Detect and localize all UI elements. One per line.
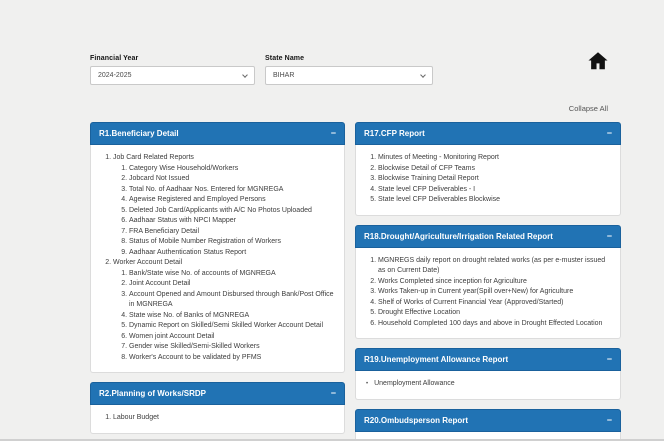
report-link[interactable] xyxy=(378,298,612,309)
panel-title-R2: R2.Planning of Works/SRDP xyxy=(99,389,206,398)
panels-row xyxy=(90,122,621,445)
report-link[interactable] xyxy=(378,153,612,164)
panel-header-R17[interactable] xyxy=(355,122,621,145)
report-list xyxy=(362,153,612,206)
report-link[interactable] xyxy=(129,227,336,238)
report-group xyxy=(113,153,336,258)
financial-year-value: 2024-2025 xyxy=(98,72,132,79)
panel-body-R19 xyxy=(355,371,621,400)
panel-R17 xyxy=(355,122,621,216)
report-label[interactable]: Women joint Account Detail xyxy=(129,332,215,340)
report-link[interactable] xyxy=(129,185,336,196)
report-link[interactable] xyxy=(378,195,612,206)
report-label[interactable]: Aadhaar Status with NPCI Mapper xyxy=(129,217,236,224)
report-label[interactable]: Jobcard Not Issued xyxy=(129,175,190,182)
report-label[interactable]: Blockwise Detail of CFP Teams xyxy=(378,164,475,172)
video-bottom-strip xyxy=(0,439,664,445)
panel-column-left xyxy=(90,122,345,443)
report-link[interactable] xyxy=(129,311,336,322)
panel-title-R18: R18.Drought/Agriculture/Irrigation Related Report xyxy=(364,231,553,241)
collapse-minus-icon[interactable]: − xyxy=(606,230,612,241)
report-label: Worker Account Detail xyxy=(113,259,183,266)
report-list xyxy=(113,164,336,259)
report-label[interactable]: Status of Mobile Number Registration of Workers xyxy=(129,238,281,245)
report-list xyxy=(97,413,336,424)
report-label[interactable]: Blockwise Training Detail Report xyxy=(378,175,479,182)
report-group xyxy=(113,258,336,363)
panel-title-R17: R17.CFP Report xyxy=(364,129,425,138)
report-label[interactable]: Gender wise Skilled/Semi-Skilled Workers xyxy=(129,343,260,350)
report-label[interactable]: State level CFP Deliverables - I xyxy=(378,185,476,193)
collapse-minus-icon[interactable]: − xyxy=(330,128,336,138)
report-link[interactable] xyxy=(129,206,336,217)
panel-title-R1: R1.Beneficiary Detail xyxy=(99,129,179,138)
financial-year-select[interactable] xyxy=(90,66,255,85)
report-label[interactable]: Worker's Account to be validated by PFMS xyxy=(129,353,262,361)
collapse-minus-icon[interactable]: − xyxy=(606,354,612,364)
panel-body-R2 xyxy=(90,405,345,434)
report-list xyxy=(113,269,336,364)
report-label[interactable]: Dynamic Report on Skilled/Semi Skilled Worker Account Detail xyxy=(129,322,324,329)
report-link[interactable] xyxy=(129,237,336,248)
panel-header-R20[interactable] xyxy=(355,409,621,432)
report-link[interactable] xyxy=(378,185,612,196)
panel-R18 xyxy=(355,225,621,340)
report-label[interactable]: Household Completed 100 days and above in Drought Effected Location xyxy=(378,319,603,327)
collapse-minus-icon[interactable]: − xyxy=(606,414,612,425)
report-link[interactable] xyxy=(378,174,612,185)
report-link[interactable] xyxy=(378,287,612,298)
report-label[interactable]: Account Opened and Amount Disbursed through Bank/Post Office in MGNREGA xyxy=(129,290,334,308)
report-label[interactable]: Deleted Job Card/Applicants with A/C No Photos Uploaded xyxy=(129,206,312,214)
panel-header-R1[interactable] xyxy=(90,122,345,145)
collapse-minus-icon[interactable]: − xyxy=(606,128,612,138)
chevron-down-icon xyxy=(242,72,248,78)
report-link[interactable] xyxy=(378,164,612,175)
report-label[interactable]: Joint Account Detail xyxy=(129,280,191,287)
report-label[interactable]: Aadhaar Authentication Status Report xyxy=(129,248,247,256)
report-link[interactable] xyxy=(129,164,336,175)
report-label[interactable]: Works Taken-up in Current year(Spill over+New) for Agriculture xyxy=(378,288,574,295)
panel-R19 xyxy=(355,348,621,400)
report-link[interactable] xyxy=(129,332,336,343)
report-link[interactable] xyxy=(113,413,336,424)
report-label[interactable]: Shelf of Works of Current Financial Year (Approved/Started) xyxy=(378,298,564,306)
report-link[interactable] xyxy=(129,353,336,364)
panel-column-right xyxy=(355,122,621,445)
state-name-select[interactable] xyxy=(265,66,433,85)
report-link[interactable] xyxy=(378,277,612,288)
report-label[interactable]: Labour Budget xyxy=(113,414,159,421)
report-label[interactable]: Bank/State wise No. of accounts of MGNREGA xyxy=(129,269,276,277)
chevron-down-icon xyxy=(420,72,426,78)
financial-year-label: Financial Year xyxy=(90,55,139,62)
report-label[interactable]: State wise No. of Banks of MGNREGA xyxy=(129,311,250,319)
report-label[interactable]: Unemployment Allowance xyxy=(374,380,455,387)
panel-body-R1 xyxy=(90,145,345,373)
report-link[interactable] xyxy=(129,174,336,185)
state-name-group xyxy=(265,55,433,85)
report-label: Job Card Related Reports xyxy=(113,154,194,161)
panel-body-R17 xyxy=(355,145,621,216)
report-link[interactable] xyxy=(129,195,336,206)
report-link[interactable] xyxy=(129,269,336,280)
report-label[interactable]: Drought Effective Location xyxy=(378,309,460,316)
report-link[interactable] xyxy=(129,321,336,332)
report-label[interactable]: Works Completed since inception for Agriculture xyxy=(378,277,527,285)
report-link[interactable] xyxy=(366,379,612,390)
report-list xyxy=(362,256,612,330)
panel-title-R19: R19.Unemployment Allowance Report xyxy=(364,355,509,364)
state-name-value: BIHAR xyxy=(273,72,295,79)
report-link[interactable] xyxy=(378,256,612,277)
report-link[interactable] xyxy=(378,308,612,319)
home-icon[interactable] xyxy=(587,50,609,72)
panel-R2 xyxy=(90,382,345,434)
panel-R1 xyxy=(90,122,345,373)
panel-header-R2[interactable] xyxy=(90,382,345,405)
report-label[interactable]: Agewise Registered and Employed Persons xyxy=(129,196,266,203)
report-list xyxy=(362,379,612,390)
report-label[interactable]: Minutes of Meeting - Monitoring Report xyxy=(378,154,499,161)
report-label[interactable]: FRA Beneficiary Detail xyxy=(129,227,200,235)
report-link[interactable] xyxy=(129,248,336,259)
report-link[interactable] xyxy=(129,290,336,311)
filters-row xyxy=(90,55,433,85)
report-label[interactable]: Total No. of Aadhaar Nos. Entered for MGNREGA xyxy=(129,185,284,193)
panel-body-R18 xyxy=(355,248,621,340)
collapse-all-link[interactable]: Collapse All xyxy=(568,104,608,113)
collapse-minus-icon[interactable]: − xyxy=(330,388,336,398)
panel-title-R20: R20.Ombudsperson Report xyxy=(364,415,469,425)
financial-year-group xyxy=(90,55,255,85)
report-link[interactable] xyxy=(129,216,336,227)
report-link[interactable] xyxy=(378,319,612,330)
report-label[interactable]: MGNREGS daily report on drought related works (as per e-muster issued as on Current Date) xyxy=(378,256,606,274)
panel-header-R18[interactable] xyxy=(355,225,621,248)
report-label[interactable]: State level CFP Deliverables Blockwise xyxy=(378,196,501,203)
report-link[interactable] xyxy=(129,279,336,290)
report-label[interactable]: Category Wise Household/Workers xyxy=(129,164,239,172)
report-link[interactable] xyxy=(129,342,336,353)
panel-header-R19[interactable] xyxy=(355,348,621,371)
report-list xyxy=(97,153,336,363)
state-name-label: State Name xyxy=(265,55,305,62)
